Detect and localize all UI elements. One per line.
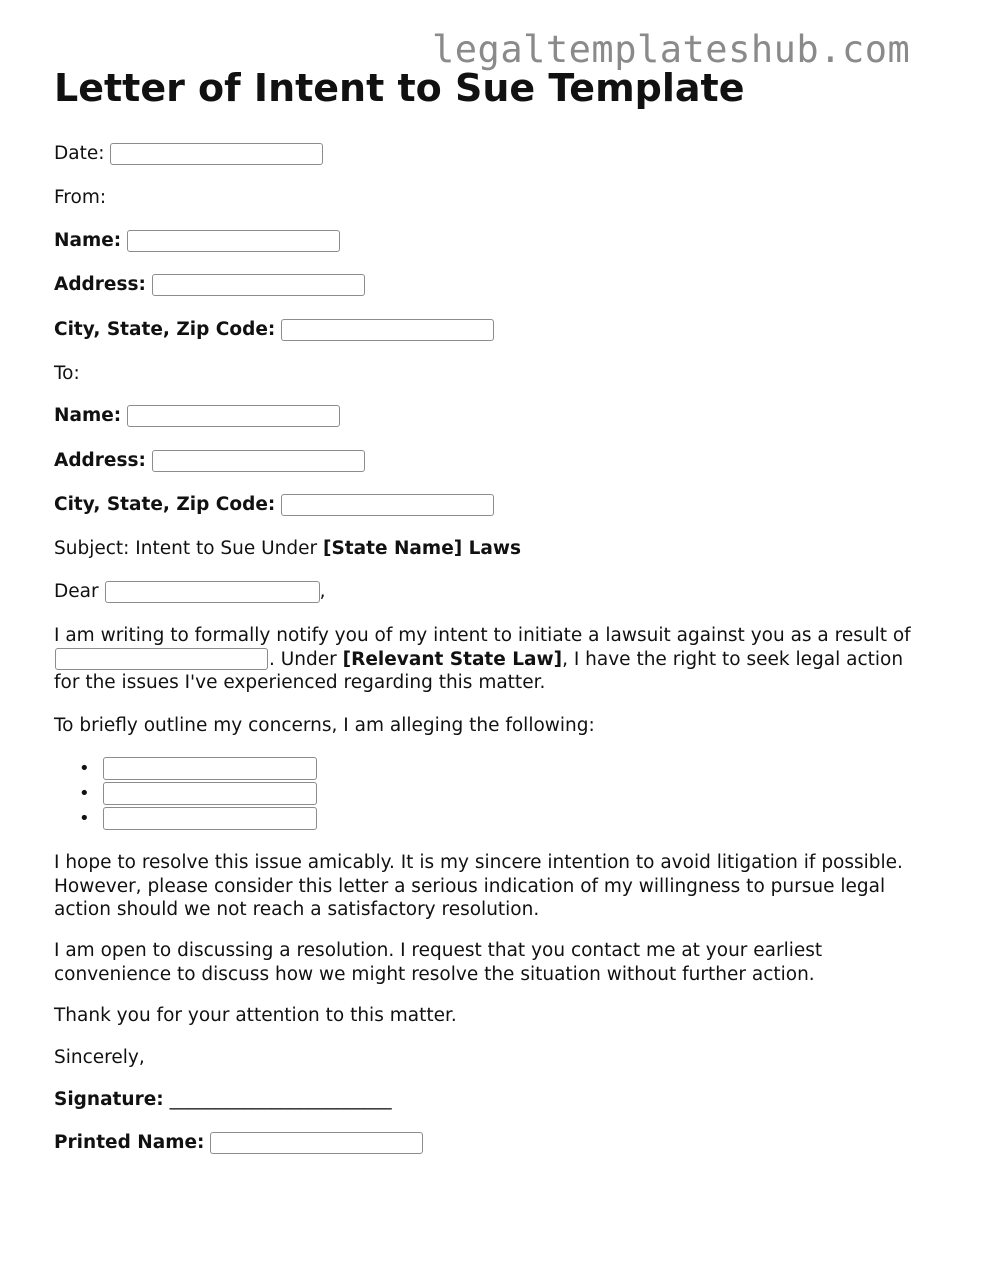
to-heading: To: [54, 363, 80, 384]
allegation-field-3[interactable] [103, 807, 317, 830]
lawsuit-reason-field[interactable] [55, 648, 268, 670]
subject-prefix: Subject: Intent to Sue Under [54, 538, 324, 559]
to-heading-row [54, 362, 80, 386]
to-city-label: City, State, Zip Code: [54, 494, 276, 515]
from-city-label: City, State, Zip Code: [54, 319, 276, 340]
intro-text-2: . Under [269, 648, 343, 670]
list-item [54, 806, 317, 831]
page-title: Letter of Intent to Sue Template [54, 66, 745, 110]
from-name-row [54, 229, 340, 253]
list-item [54, 756, 317, 781]
closing-text: Sincerely, [54, 1047, 145, 1068]
from-address-field[interactable] [152, 274, 365, 296]
bullet-icon: • [79, 757, 90, 779]
from-name-field[interactable] [127, 230, 340, 252]
intro-text-3: , I have the right to seek legal action for the issues I've experienced regarding this matter. [54, 648, 904, 693]
date-field[interactable] [110, 143, 323, 165]
bullet-icon: • [79, 782, 90, 804]
to-name-field[interactable] [127, 405, 340, 427]
signature-label: Signature: [54, 1089, 164, 1110]
allegation-field-1[interactable] [103, 757, 317, 780]
to-address-field[interactable] [152, 450, 365, 472]
recipient-field[interactable] [105, 581, 320, 603]
signature-line[interactable]: ________________________ [169, 1089, 392, 1110]
to-name-label: Name: [54, 405, 122, 426]
subject-state-law: [State Name] Laws [323, 538, 522, 559]
allegation-field-2[interactable] [103, 782, 317, 805]
intro-relevant-law: [Relevant State Law] [342, 648, 563, 670]
to-name-row [54, 404, 340, 428]
date-label: Date: [54, 143, 105, 164]
from-heading: From: [54, 187, 107, 208]
from-city-field[interactable] [281, 319, 494, 341]
from-name-label: Name: [54, 230, 122, 251]
salutation-row [54, 580, 325, 604]
to-address-row [54, 449, 365, 473]
to-city-field[interactable] [281, 494, 494, 516]
allegations-list [54, 756, 317, 831]
open-paragraph: I am open to discussing a resolution. I request that you contact me at your earliest convenience to discuss how we might resolve the situation without further action. [54, 940, 823, 985]
date-row [54, 142, 323, 166]
from-city-row [54, 318, 494, 342]
bullet-icon: • [79, 807, 90, 829]
signature-row [54, 1088, 392, 1112]
watermark: legaltemplateshub.com [432, 28, 911, 71]
thanks-paragraph: Thank you for your attention to this matter. [54, 1005, 457, 1026]
outline-paragraph: To briefly outline my concerns, I am alleging the following: [54, 715, 595, 736]
printed-name-row [54, 1131, 423, 1155]
salutation-comma: , [319, 581, 326, 602]
intro-text-1: I am writing to formally notify you of my intent to initiate a lawsuit against you as a result of [54, 625, 911, 646]
to-city-row [54, 493, 494, 517]
from-heading-row [54, 186, 106, 210]
printed-name-label: Printed Name: [54, 1132, 205, 1153]
printed-name-field[interactable] [210, 1132, 423, 1154]
from-address-label: Address: [54, 274, 146, 295]
hope-paragraph: I hope to resolve this issue amicably. It is my sincere intention to avoid litigation if possible. However, please consider this letter a serious indication of my willingness to pursue legal action should we not reach a satisfactory resolution. [54, 852, 903, 920]
salutation-dear: Dear [54, 581, 99, 602]
from-address-row [54, 273, 365, 297]
subject-row [54, 537, 521, 561]
list-item [54, 781, 317, 806]
to-address-label: Address: [54, 450, 146, 471]
intro-paragraph [54, 624, 934, 695]
